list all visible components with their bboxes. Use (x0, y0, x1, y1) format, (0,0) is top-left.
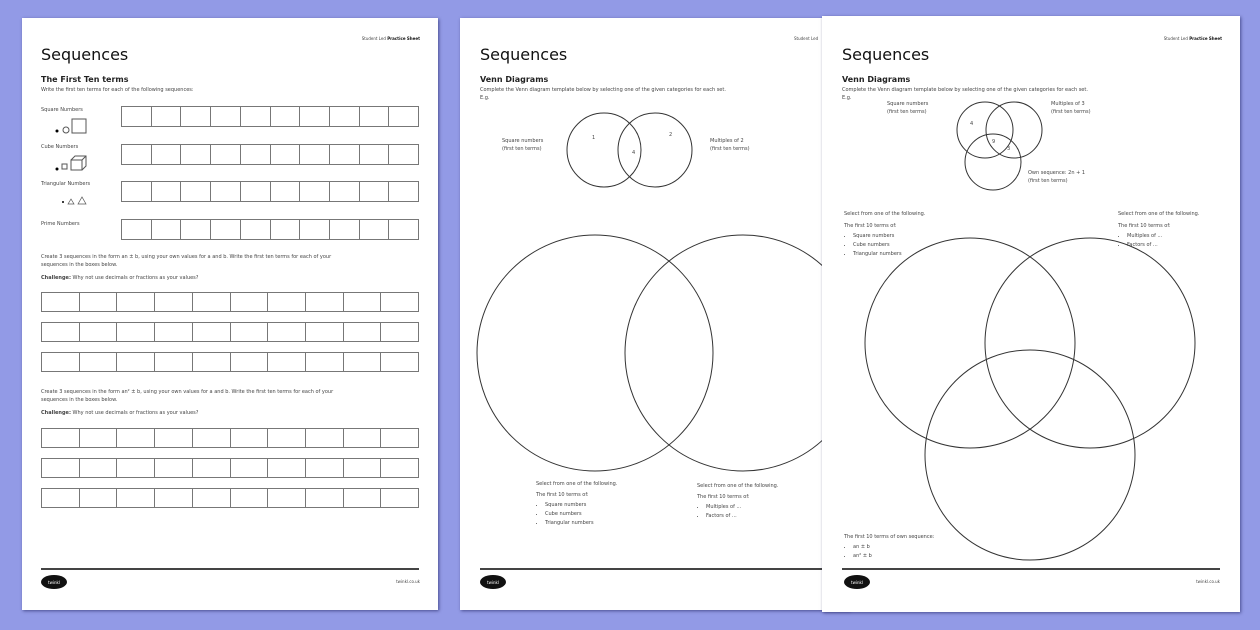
own-sequence-label: The first 10 terms of own sequence: (844, 534, 935, 540)
answer-row[interactable] (41, 488, 419, 508)
set-label-c: Own sequence: 2n + 1 (1028, 170, 1086, 176)
twinkl-logo: twinkl (480, 575, 506, 589)
set-sublabel-right: (first ten terms) (710, 146, 750, 152)
first10-label: The first 10 terms of: (697, 494, 750, 500)
instruction: Write the first ten terms for each of the following sequences: (41, 87, 194, 93)
site-url: twinkl.co.uk (396, 579, 420, 584)
venn-value: 3 (1007, 146, 1011, 152)
venn-diagrams (460, 18, 850, 610)
answer-row-prime[interactable] (121, 219, 419, 240)
answer-row-cube[interactable] (121, 144, 419, 165)
venn-value: 9 (992, 139, 996, 145)
list-item: • Triangular numbers (545, 519, 594, 528)
row-label: Prime Numbers (41, 221, 80, 227)
answer-row-triangular[interactable] (121, 181, 419, 202)
sheet-type-label: Student Led Practice Sheet (1163, 36, 1222, 41)
set-label-right: Multiples of 2 (710, 138, 744, 144)
eg-label: E.g. (842, 95, 852, 101)
twinkl-logo: twinkl (844, 575, 870, 589)
venn-value: 2 (669, 132, 673, 138)
section-heading: The First Ten terms (41, 75, 129, 84)
set-sublabel-b: (first ten terms) (1051, 109, 1091, 115)
list-item: • Multiples of ... (706, 503, 741, 512)
category-list-left (536, 501, 594, 528)
section-heading: Venn Diagrams (480, 75, 549, 84)
list-item: • Factors of ... (1127, 241, 1162, 250)
sheet-type-label: Student Led (794, 36, 819, 41)
select-instruction: Select from one of the following. (697, 483, 779, 489)
venn-diagrams (822, 16, 1240, 612)
set-label-a: Square numbers (887, 101, 929, 107)
set-label-b: Multiples of 3 (1051, 101, 1085, 107)
row-label: Triangular Numbers (41, 181, 91, 187)
answer-row[interactable] (41, 292, 419, 312)
set-sublabel-a: (first ten terms) (887, 109, 927, 115)
footer-rule (41, 568, 419, 570)
page-title: Sequences (41, 45, 129, 64)
first10-label: The first 10 terms of: (1118, 223, 1171, 229)
footer-rule (480, 568, 850, 570)
list-item: • an² ± b (853, 552, 872, 561)
sheet-type-label: Student Led Practice Sheet (361, 36, 420, 41)
page-title: Sequences (842, 45, 930, 64)
list-item: • Factors of ... (706, 512, 741, 521)
first10-label: The first 10 terms of: (536, 492, 589, 498)
instruction-quadratic: Create 3 sequences in the form an² ± b, using your own values for a and b. Write the first ten terms for each of your (41, 389, 334, 395)
category-list-left (844, 232, 902, 259)
answer-row-square[interactable] (121, 106, 419, 127)
list-item: • an ± b (853, 543, 872, 552)
section-heading: Venn Diagrams (842, 75, 911, 84)
answer-row[interactable] (41, 352, 419, 372)
first10-label: The first 10 terms of: (844, 223, 897, 229)
category-list-right (1118, 232, 1162, 250)
answer-row[interactable] (41, 458, 419, 478)
instruction-quadratic-cont: sequences in the boxes below. (41, 397, 118, 403)
instruction: Complete the Venn diagram template below by selecting one of the given categories for each set. (842, 87, 1088, 93)
footer-rule (842, 568, 1220, 570)
select-instruction: Select from one of the following. (1118, 211, 1200, 217)
venn-value: 4 (970, 121, 974, 127)
select-instruction: Select from one of the following. (844, 211, 926, 217)
list-item: • Triangular numbers (853, 250, 902, 259)
challenge: Challenge: Why not use decimals or fractions as your values? (41, 275, 199, 281)
instruction-linear: Create 3 sequences in the form an ± b, using your own values for a and b. Write the first ten terms for each of your (41, 254, 332, 260)
site-url: twinkl.co.uk (1196, 579, 1220, 584)
challenge: Challenge: Why not use decimals or fractions as your values? (41, 410, 199, 416)
row-label: Cube Numbers (41, 144, 79, 150)
set-label-left: Square numbers (502, 138, 544, 144)
worksheet-page-venn-three-sets (822, 16, 1240, 612)
venn-value: 4 (632, 150, 636, 156)
list-item: • Cube numbers (853, 241, 902, 250)
instruction-linear-cont: sequences in the boxes below. (41, 262, 118, 268)
venn-value: 1 (592, 135, 596, 141)
worksheet-page-first-ten-terms (22, 18, 438, 610)
own-sequence-list (844, 543, 872, 561)
list-item: • Square numbers (545, 501, 594, 510)
row-label: Square Numbers (41, 107, 83, 113)
answer-row[interactable] (41, 428, 419, 448)
worksheet-page-venn-two-sets (460, 18, 850, 610)
twinkl-logo: twinkl (41, 575, 67, 589)
list-item: • Multiples of ... (1127, 232, 1162, 241)
category-list-right (697, 503, 741, 521)
set-sublabel-left: (first ten terms) (502, 146, 542, 152)
sequence-icons (22, 18, 122, 218)
list-item: • Square numbers (853, 232, 902, 241)
answer-row[interactable] (41, 322, 419, 342)
eg-label: E.g. (480, 95, 490, 101)
page-title: Sequences (480, 45, 568, 64)
select-instruction: Select from one of the following. (536, 481, 618, 487)
list-item: • Cube numbers (545, 510, 594, 519)
set-sublabel-c: (first ten terms) (1028, 178, 1068, 184)
instruction: Complete the Venn diagram template below by selecting one of the given categories for each set. (480, 87, 726, 93)
